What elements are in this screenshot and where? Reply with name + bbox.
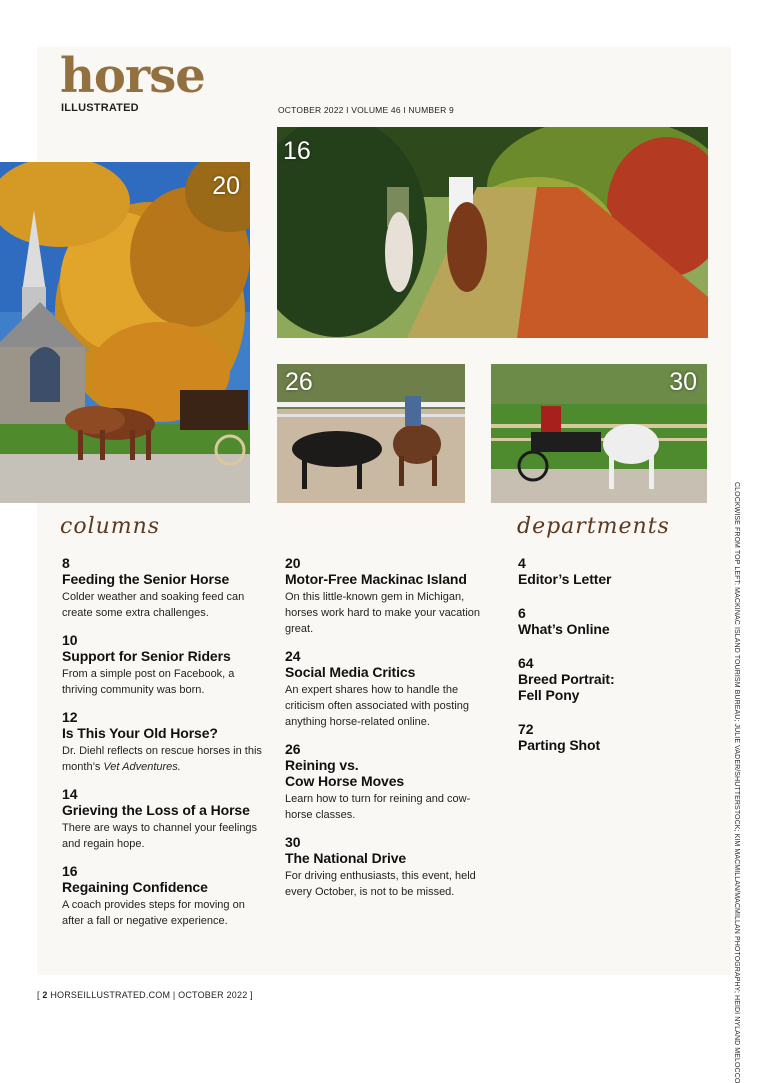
toc-description-italic: Vet Adventures.	[103, 761, 181, 773]
cow-horse-photo	[277, 364, 465, 503]
toc-page-number: 10	[62, 632, 78, 648]
church-carriage-photo	[0, 162, 250, 503]
toc-title: Breed Portrait: Fell Pony	[518, 671, 615, 703]
toc-title: Social Media Critics	[285, 664, 416, 680]
toc-description: Colder weather and soaking feed can create some extra challenges.	[62, 591, 245, 619]
toc-title: Editor’s Letter	[518, 571, 612, 587]
toc-title: What’s Online	[518, 621, 610, 637]
toc-entry[interactable]	[62, 863, 262, 929]
toc-page-number: 64	[518, 655, 534, 671]
toc-entry[interactable]	[62, 709, 262, 775]
toc-description: An expert shares how to handle the criticism often associated with posting anything horse-related online.	[285, 684, 470, 728]
toc-title: Regaining Confidence	[62, 879, 208, 895]
toc-description: Learn how to turn for reining and cow-horse classes.	[285, 793, 471, 821]
toc-description: For driving enthusiasts, this event, held every October, is not to be missed.	[285, 870, 476, 898]
toc-title: Parting Shot	[518, 737, 601, 753]
toc-entry[interactable]	[62, 632, 262, 698]
toc-title: Motor-Free Mackinac Island	[285, 571, 467, 587]
toc-description: A coach provides steps for moving on after a fall or negative experience.	[62, 899, 245, 927]
folio-site: HORSEILLUSTRATED.COM	[50, 990, 171, 1000]
columns-list-middle	[285, 555, 490, 911]
toc-title: Is This Your Old Horse?	[62, 725, 218, 741]
toc-entry[interactable]	[285, 741, 490, 823]
toc-page-number: 20	[285, 555, 301, 571]
logo-subtitle: ILLUSTRATED	[61, 102, 139, 114]
toc-entry[interactable]	[285, 555, 490, 637]
toc-page-number: 26	[285, 741, 301, 757]
toc-entry[interactable]	[518, 721, 698, 753]
toc-description	[62, 743, 262, 775]
toc-title: Support for Senior Riders	[62, 648, 231, 664]
toc-page-number: 8	[62, 555, 70, 571]
toc-page-number: 12	[62, 709, 78, 725]
toc-description: On this little-known gem in Michigan, horses work hard to make your vacation great.	[285, 591, 481, 635]
carriage-driving-photo	[491, 364, 707, 503]
page-folio: [ 2 HORSEILLUSTRATED.COM | OCTOBER 2022 ]	[37, 990, 253, 1000]
toc-page-number: 24	[285, 648, 301, 664]
toc-page-number: 4	[518, 555, 526, 571]
toc-page-number: 16	[62, 863, 78, 879]
toc-title: Reining vs. Cow Horse Moves	[285, 757, 405, 789]
columns-list-left	[62, 555, 262, 940]
toc-page-number: 72	[518, 721, 534, 737]
issue-line: OCTOBER 2022 I VOLUME 46 I NUMBER 9	[278, 105, 454, 115]
columns-heading: columns	[60, 514, 161, 539]
vineyard-riders-photo	[277, 127, 708, 338]
page-number-label: 30	[669, 368, 697, 396]
toc-page-number: 6	[518, 605, 526, 621]
departments-list	[518, 555, 698, 771]
departments-heading: departments	[517, 514, 670, 539]
photo-credit: CLOCKWISE FROM TOP LEFT: MACKINAC ISLAND TOURISM BUREAU; JULIE VADER/SHUTTERSTOCK; KIM MACMILLAN/MACMILLAN PHOTOGRAPHY; HEIDI NYLAND MELOCCO	[733, 482, 740, 1083]
toc-entry[interactable]	[518, 655, 698, 703]
toc-page-number: 14	[62, 786, 78, 802]
folio-issue: OCTOBER 2022	[178, 990, 248, 1000]
page-number-label: 26	[285, 368, 313, 396]
folio-page-number: 2	[42, 990, 48, 1000]
toc-description: From a simple post on Facebook, a thriving community was born.	[62, 668, 235, 696]
toc-description-text: Dr. Diehl reflects on rescue horses in this month’s	[62, 745, 262, 773]
toc-entry[interactable]	[285, 834, 490, 900]
toc-title: Feeding the Senior Horse	[62, 571, 230, 587]
toc-entry[interactable]	[62, 786, 262, 852]
toc-title: The National Drive	[285, 850, 407, 866]
page-number-label: 20	[212, 172, 240, 200]
toc-entry[interactable]	[518, 605, 698, 637]
toc-entry[interactable]	[62, 555, 262, 621]
toc-title: Grieving the Loss of a Horse	[62, 802, 250, 818]
toc-page-number: 30	[285, 834, 301, 850]
toc-entry[interactable]	[518, 555, 698, 587]
toc-entry[interactable]	[285, 648, 490, 730]
logo-wordmark: horse	[60, 48, 205, 104]
page-number-label: 16	[283, 137, 311, 165]
toc-description: There are ways to channel your feelings and regain hope.	[62, 822, 258, 850]
